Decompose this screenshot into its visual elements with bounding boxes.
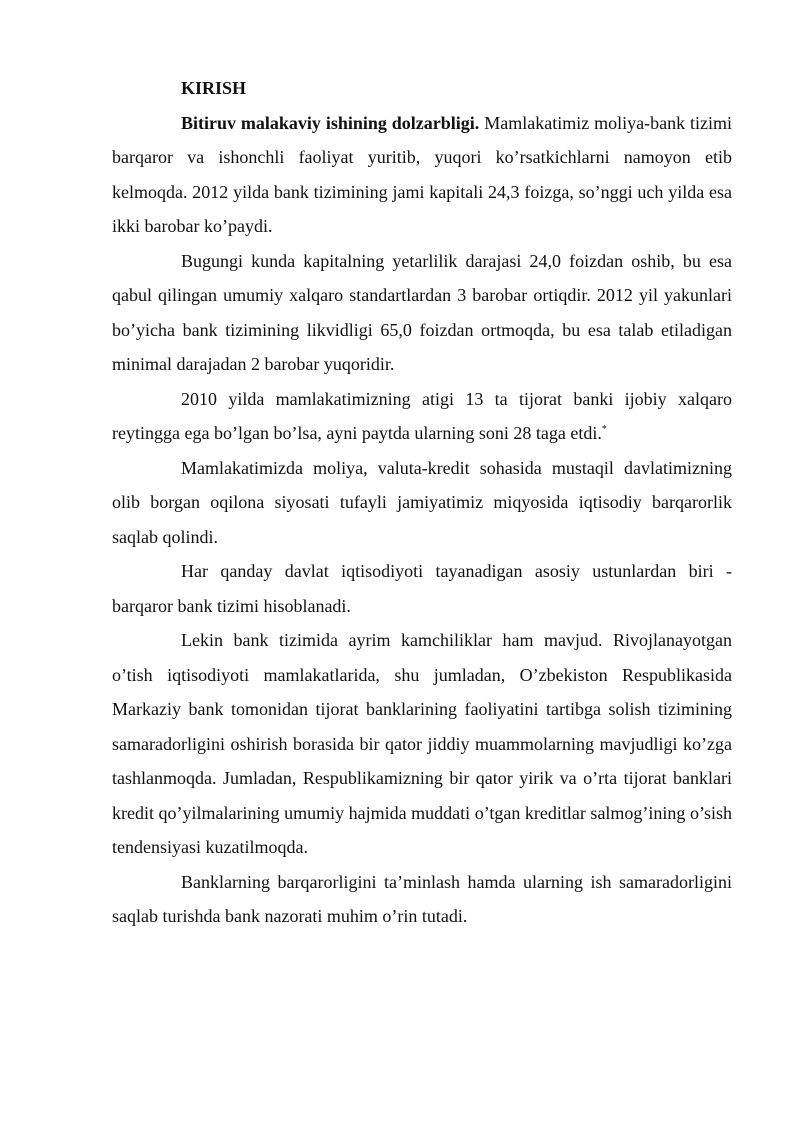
- paragraph-ratings: [112, 382, 732, 451]
- paragraph-text: Bugungi kunda kapitalning yetarlilik darajasi 24,0 foizdan oshib, bu esa qabul qilingan umumiy xalqaro standartlardan 3 barobar ortiqdir. 2012 yil yakunlari bo’yicha bank tizimining likvidligi 65,0 foizdan ortmoqda, bu esa talab etiladigan minimal darajadan 2 barobar yuqoridir.: [112, 250, 732, 374]
- paragraph-text: Har qanday davlat iqtisodiyoti tayanadigan asosiy ustunlardan biri - barqaror bank tizimi hisoblanadi.: [112, 561, 732, 616]
- paragraph-shortcomings: [112, 623, 732, 865]
- paragraph-text: Mamlakatimiz moliya-bank tizimi barqaror va ishonchli faoliyat yuritib, yuqori ko’rsatkichlarni namoyon etib kelmoqda. 2012 yilda bank tizimining jami kapitali 24,3 foizga, so’nggi uch yilda esa ikki barobar ko’paydi.: [112, 112, 733, 236]
- paragraph-supervision: [112, 865, 732, 934]
- paragraph-capital: [112, 244, 732, 382]
- paragraph-text: 2010 yilda mamlakatimizning atigi 13 ta tijorat banki ijobiy xalqaro reytingga ega bo’lgan bo’lsa, ayni paytda ularning soni 28 taga etdi.: [112, 388, 732, 443]
- paragraph-text: Lekin bank tizimida ayrim kamchiliklar ham mavjud. Rivojlanayotgan o’tish iqtisodiyoti mamlakatlarida, shu jumladan, O’zbekiston Respublikasida Markaziy bank tomonidan tijorat banklarining faoliyatini tartibga solish tizimining samaradorligini oshirish borasida bir qator jiddiy muammolarning mavjudligi ko’zga tashlanmoqda. Jumladan, Respublikamizning bir qator yirik va o’rta tijorat banklari kredit qo’yilmalarining umumiy hajmida muddati o’tgan kreditlar salmog’ining o’sish tendensiyasi kuzatilmoqda.: [112, 630, 732, 857]
- paragraph-pillars: [112, 554, 732, 623]
- paragraph-lead: Bitiruv malakaviy ishining dolzarbligi.: [181, 112, 480, 133]
- document-page: [112, 71, 732, 934]
- section-heading: KIRISH: [181, 78, 247, 98]
- paragraph-policy: [112, 451, 732, 555]
- footnote-mark[interactable]: *: [601, 424, 607, 435]
- paragraph-text: Mamlakatimizda moliya, valuta-kredit sohasida mustaqil davlatimizning olib borgan oqilona siyosati tufayli jamiyatimiz miqyosida iqtisodiy barqarorlik saqlab qolindi.: [112, 457, 732, 547]
- paragraph-text: Banklarning barqarorligini ta’minlash hamda ularning ish samaradorligini saqlab turishda bank nazorati muhim o’rin tutadi.: [112, 871, 732, 926]
- paragraph-relevance: [112, 106, 732, 244]
